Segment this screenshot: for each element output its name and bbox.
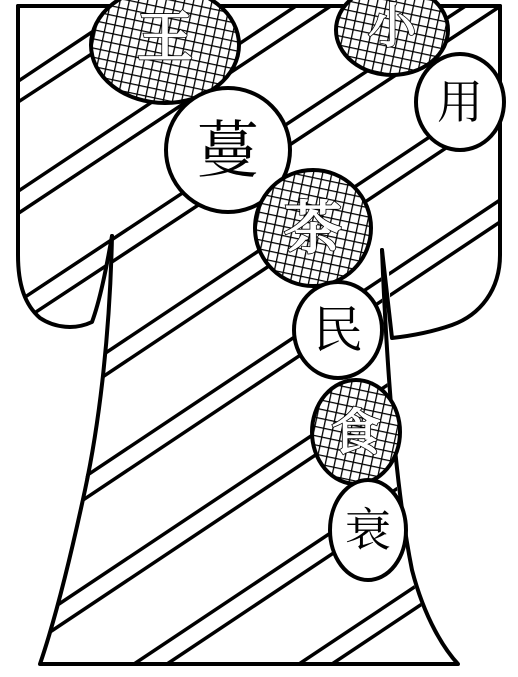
medallion-1-glyph: 小	[367, 0, 417, 54]
medallion-6	[312, 380, 400, 484]
medallion-2-glyph: 用	[437, 75, 483, 129]
medallion-5-glyph: 民	[313, 301, 363, 359]
medallion-4	[255, 170, 371, 286]
medallion-7	[330, 480, 406, 580]
medallion-2	[416, 54, 504, 150]
medallion-4-glyph: 茶	[283, 194, 343, 262]
medallion-5	[294, 282, 382, 378]
medallion-7-glyph: 衰	[345, 503, 391, 557]
medallion-0-glyph: 王	[137, 5, 193, 71]
medallion-3-glyph: 蔓	[196, 113, 260, 187]
medallion-6-glyph: 食	[331, 402, 381, 462]
